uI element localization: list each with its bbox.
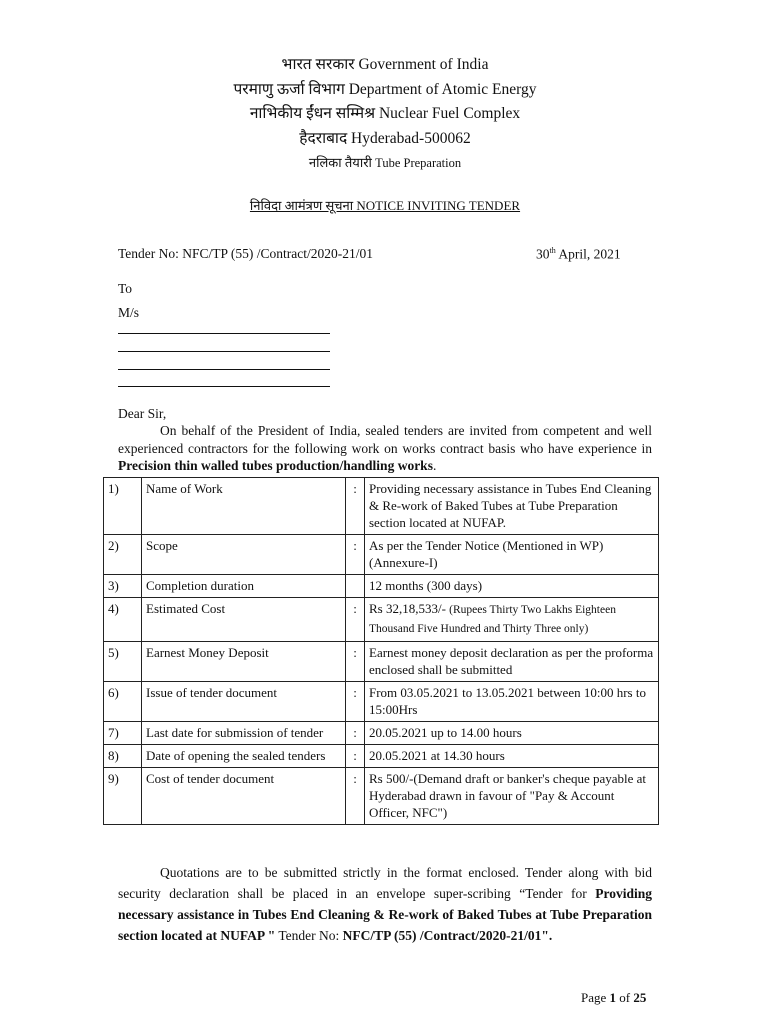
row-value — [365, 745, 659, 768]
row-value — [365, 682, 659, 722]
row-colon: : — [346, 642, 365, 682]
section-hindi: नलिका तैयारी — [308, 155, 372, 170]
row-colon — [346, 575, 365, 598]
row-label: Completion duration — [142, 575, 346, 598]
closing-part1: Quotations are to be submitted strictly in the format enclosed. Tender along with bid security declaration shall be placed in an envelope super-scribing “Tender for — [118, 865, 652, 901]
header-line-city: हैदराबाद Hyderabad-500062 — [299, 129, 471, 147]
closing-part2: Tender No: — [275, 928, 343, 943]
row-value-text: 20.05.2021 at 14.30 hours — [369, 748, 505, 763]
intro-paragraph — [118, 422, 652, 475]
table-row — [104, 535, 659, 575]
row-value-text: 20.05.2021 up to 14.00 hours — [369, 725, 522, 740]
address-blank-line — [118, 369, 330, 370]
row-colon: : — [346, 682, 365, 722]
intro-text: On behalf of the President of India, sealed tenders are invited from competent and well experienced contractors for the following work on works contract basis who have experience in — [118, 423, 652, 456]
row-number: 5) — [104, 642, 142, 682]
tender-number: Tender No: NFC/TP (55) /Contract/2020-21/01 — [118, 246, 374, 261]
row-label: Date of opening the sealed tenders — [142, 745, 346, 768]
header-line-complex: नाभिकीय ईंधन सम्मिश्र Nuclear Fuel Complex — [249, 105, 521, 122]
row-value-text: Rs 32,18,533/- — [369, 601, 450, 616]
row-colon: : — [346, 722, 365, 745]
table-row — [104, 768, 659, 825]
header-line-department: परमाणु ऊर्जा विभाग Department of Atomic Energy — [233, 80, 537, 98]
intro-bold: Precision thin walled tubes production/handling works — [118, 458, 433, 474]
row-value — [365, 478, 659, 535]
row-value-text: Rs 500/-(Demand draft or banker's cheque payable at Hyderabad drawn in favour of "Pay & Account Officer, NFC") — [369, 771, 647, 820]
closing-bold1: Providing necessary assistance in Tubes End Cleaning & Re-work of Baked Tubes at Tube Preparation section located at NUFAP " — [118, 886, 652, 943]
addressee-ms: M/s — [118, 305, 140, 320]
row-number: 1) — [104, 478, 142, 535]
row-number: 2) — [104, 535, 142, 575]
row-number: 7) — [104, 722, 142, 745]
table-row — [104, 598, 659, 642]
addressee-to: To — [118, 281, 133, 296]
page-of: of — [616, 990, 634, 1005]
salutation: Dear Sir, — [118, 406, 167, 421]
notice-title: निविदा आमंत्रण सूचना NOTICE INVITING TENDER — [249, 198, 521, 213]
row-label: Estimated Cost — [142, 598, 346, 642]
intro-end: . — [432, 458, 437, 474]
page-total: 25 — [633, 990, 647, 1005]
row-number: 6) — [104, 682, 142, 722]
table-row — [104, 745, 659, 768]
address-blank-line — [118, 386, 330, 387]
header-line-section — [0, 151, 770, 176]
row-label: Earnest Money Deposit — [142, 642, 346, 682]
row-colon: : — [346, 535, 365, 575]
row-label: Last date for submission of tender — [142, 722, 346, 745]
row-colon: : — [346, 598, 365, 642]
row-number: 3) — [104, 575, 142, 598]
date-suffix: th — [549, 246, 556, 255]
table-row — [104, 575, 659, 598]
address-blank-line — [118, 351, 330, 352]
row-value-text: Providing necessary assistance in Tubes End Cleaning & Re-work of Baked Tubes at Tube Preparation section located at NUFAP. — [369, 481, 652, 530]
page-number — [581, 990, 646, 1006]
row-value-text: From 03.05.2021 to 13.05.2021 between 10:00 hrs to 15:00Hrs — [369, 685, 646, 717]
row-value — [365, 535, 659, 575]
section-english: Tube Preparation — [375, 156, 462, 170]
row-label: Scope — [142, 535, 346, 575]
row-value — [365, 642, 659, 682]
row-value — [365, 768, 659, 825]
row-number: 4) — [104, 598, 142, 642]
row-value — [365, 722, 659, 745]
row-label: Name of Work — [142, 478, 346, 535]
header-line-government: भारत सरकार Government of India — [281, 56, 489, 73]
date-rest: April, 2021 — [555, 246, 621, 262]
row-colon: : — [346, 745, 365, 768]
row-value — [365, 598, 659, 642]
table-row — [104, 642, 659, 682]
letterhead — [0, 53, 770, 176]
row-number: 8) — [104, 745, 142, 768]
row-colon: : — [346, 478, 365, 535]
row-colon: : — [346, 768, 365, 825]
table-row — [104, 478, 659, 535]
row-value-note: (Rupees Thirty Two Lakhs Eighteen Thousand Five Hundred and Thirty Three only) — [369, 604, 616, 635]
row-value — [365, 575, 659, 598]
table-row — [104, 722, 659, 745]
table-row — [104, 682, 659, 722]
row-label: Cost of tender document — [142, 768, 346, 825]
address-blank-line — [118, 333, 330, 334]
page-current: 1 — [609, 990, 617, 1005]
page-prefix: Page — [581, 990, 610, 1005]
tender-date — [536, 246, 621, 263]
closing-paragraph — [118, 862, 652, 946]
row-label: Issue of tender document — [142, 682, 346, 722]
row-value-text: 12 months (300 days) — [369, 578, 483, 593]
tender-details-table — [103, 477, 659, 825]
date-day: 30 — [536, 246, 550, 262]
row-number: 9) — [104, 768, 142, 825]
row-value-text: As per the Tender Notice (Mentioned in WP) (Annexure-I) — [369, 538, 604, 570]
row-value-text: Earnest money deposit declaration as per the proforma enclosed shall be submitted — [369, 645, 654, 677]
closing-bold2: NFC/TP (55) /Contract/2020-21/01". — [342, 928, 553, 943]
